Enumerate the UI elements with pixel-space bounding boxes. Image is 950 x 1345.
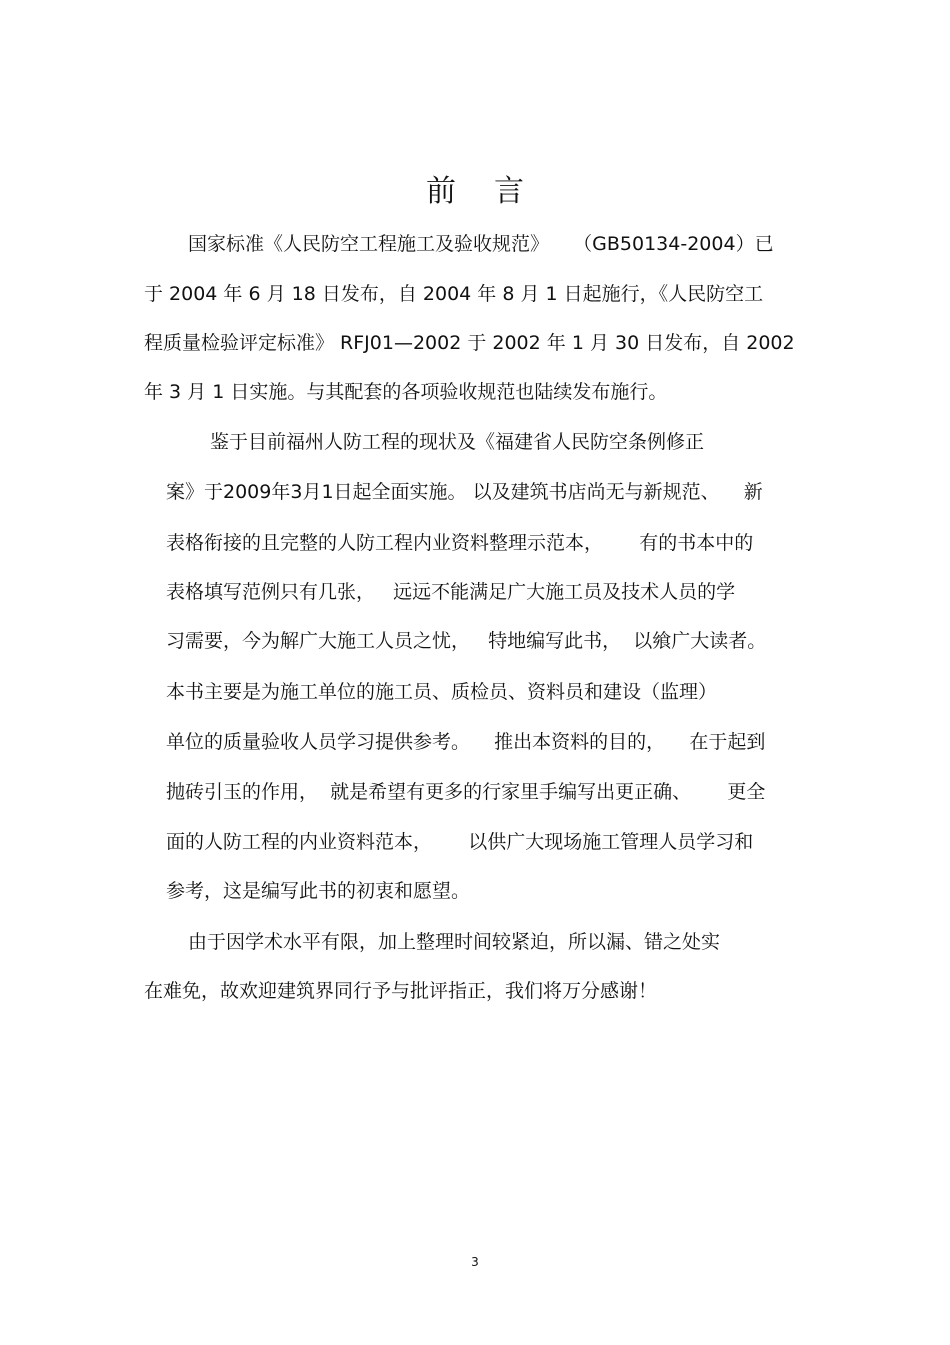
paragraph-2-line-8: 抛砖引玉的作用， 就是希望有更多的行家里手编写出更正确、 更全 [166,781,766,803]
paragraph-1-line-2: 于 2004 年 6 月 18 日发布，自 2004 年 8 月 1 日起施行，《人民防空工 [144,283,764,305]
paragraph-2-line-5: 习需要，今为解广大施工人员之忧， 特地编写此书， 以飨广大读者。 [166,630,767,652]
paragraph-2-line-9: 面的人防工程的内业资料范本， 以供广大现场施工管理人员学习和 [166,831,754,853]
paragraph-2-line-10: 参考，这是编写此书的初衷和愿望。 [166,880,471,902]
paragraph-2-line-4: 表格填写范例只有几张， 远远不能满足广大施工员及技术人员的学 [166,581,736,603]
page-title: 前言 [426,174,562,209]
paragraph-2-line-2: 案》于2009年3月1日起全面实施。 以及建筑书店尚无与新规范、 新 [166,481,763,503]
page-number: 3 [471,1255,479,1269]
paragraph-2-line-6: 本书主要是为施工单位的施工员、质检员、资料员和建设（监理） [166,681,718,703]
paragraph-1-line-3: 程质量检验评定标准》 RFJ01—2002 于 2002 年 1 月 30 日发布，自 2002 [144,332,795,354]
paragraph-1-line-1: 国家标准《人民防空工程施工及验收规范》 （GB50134-2004）已 [188,233,774,255]
paragraph-3-line-2: 在难免，故欢迎建筑界同行予与批评指正，我们将万分感谢！ [144,980,658,1002]
paragraph-3-line-1: 由于因学术水平有限，加上整理时间较紧迫，所以漏、错之处实 [188,931,721,953]
paragraph-2-line-7: 单位的质量验收人员学习提供参考。 推出本资料的目的， 在于起到 [166,731,766,753]
paragraph-2-line-3: 表格衔接的且完整的人防工程内业资料整理示范本， 有的书本中的 [166,532,754,554]
paragraph-2-line-1: 鉴于目前福州人防工程的现状及《福建省人民防空条例修正 [210,431,705,453]
paragraph-1-line-4: 年 3 月 1 日实施。与其配套的各项验收规范也陆续发布施行。 [144,381,668,403]
